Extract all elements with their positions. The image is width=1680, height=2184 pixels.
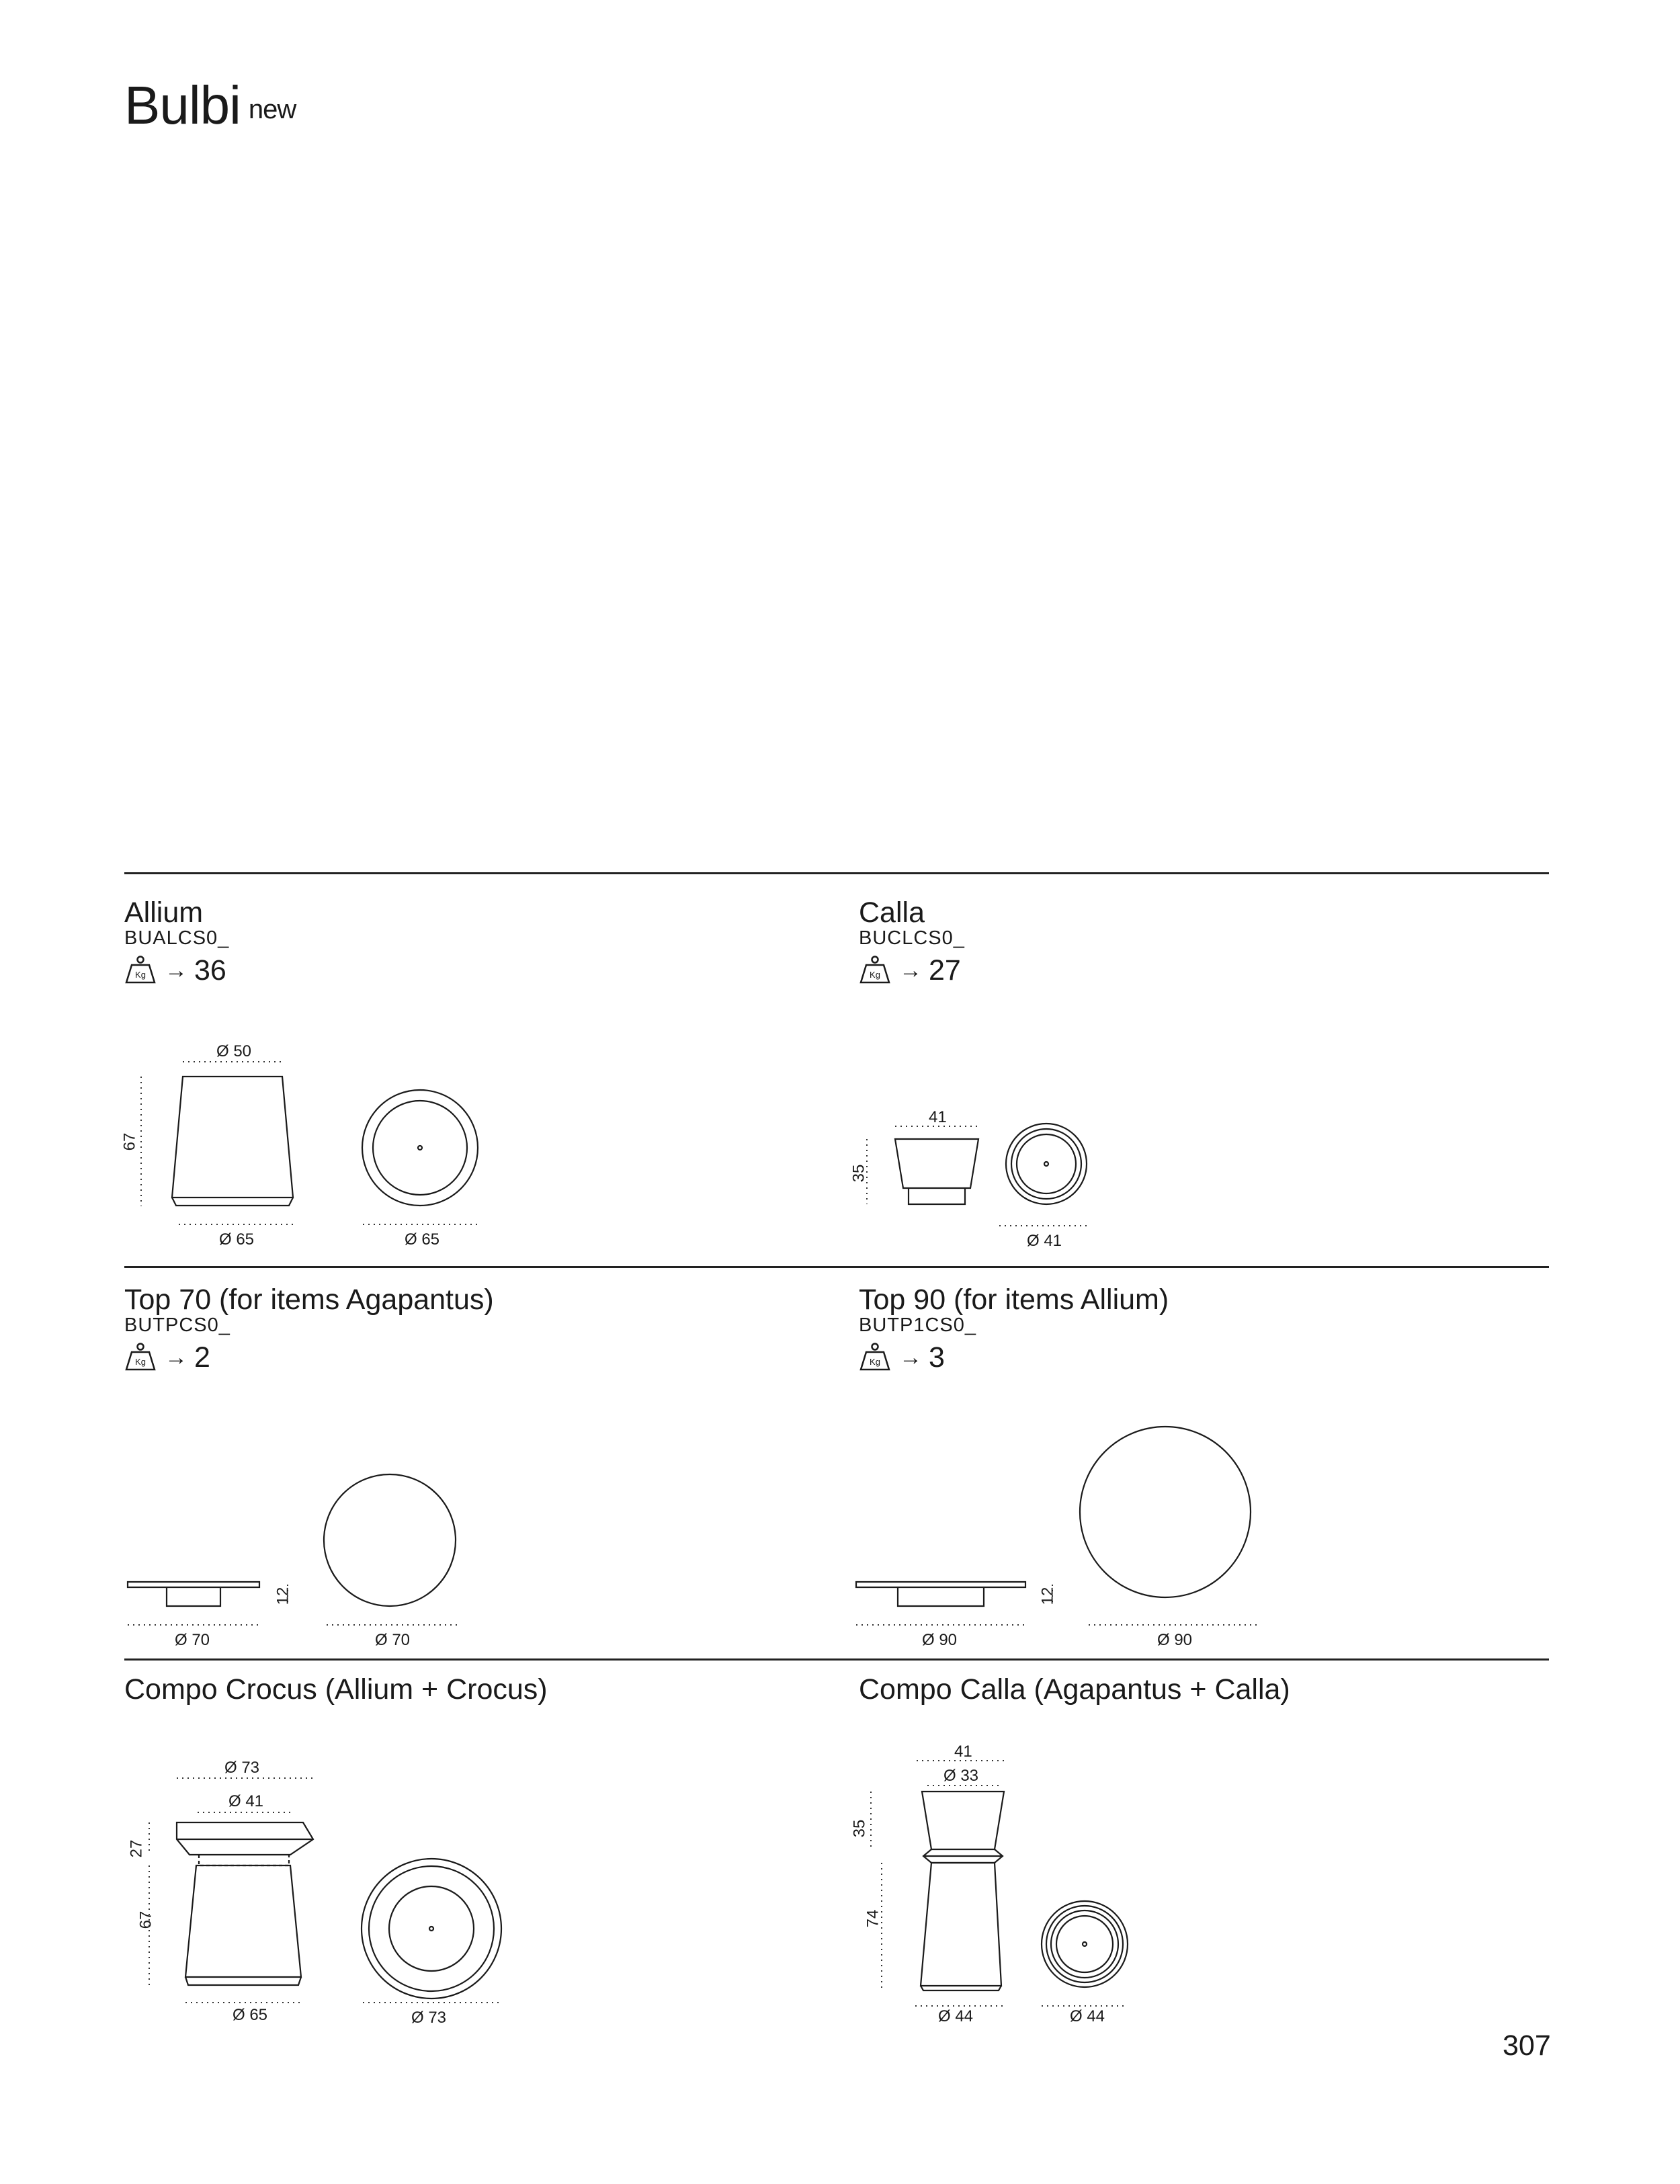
- svg-text:Kg: Kg: [135, 970, 146, 980]
- dim-allium-base-diameter: Ø 65: [219, 1230, 255, 1249]
- product-name-allium: Allium: [124, 896, 204, 929]
- product-name-compo-crocus: Compo Crocus (Allium + Crocus): [124, 1673, 548, 1706]
- dim-calla-plan-diameter: Ø 41: [1027, 1232, 1062, 1250]
- dim-allium-top-diameter: Ø 50: [216, 1042, 252, 1060]
- svg-text:Kg: Kg: [870, 1357, 880, 1367]
- dim-compo-calla-inner-diameter: Ø 33: [943, 1767, 979, 1785]
- allium-plan-view: [362, 1090, 478, 1206]
- page-number: 307: [1503, 2029, 1551, 2062]
- product-code-allium: BUALCS0_: [124, 927, 230, 949]
- weight-value: 27: [929, 954, 961, 986]
- dim-compo-crocus-top-height: 27: [127, 1839, 146, 1858]
- dim-top-90-side-diameter: Ø 90: [922, 1631, 958, 1649]
- top-70-plan-view: [324, 1474, 456, 1606]
- dim-compo-crocus-bottom-height: 67: [136, 1910, 155, 1929]
- new-tag: new: [248, 95, 296, 124]
- product-name-top-90: Top 90 (for items Allium): [859, 1284, 1169, 1316]
- dim-compo-crocus-plan-diameter: Ø 73: [411, 2009, 447, 2027]
- product-name-compo-calla: Compo Calla (Agapantus + Calla): [859, 1673, 1290, 1706]
- dim-top-70-plan-diameter: Ø 70: [375, 1631, 411, 1649]
- dim-top-90-height: 12: [1038, 1587, 1057, 1605]
- dim-top-90-plan-diameter: Ø 90: [1157, 1631, 1193, 1649]
- dim-compo-calla-top-height: 35: [850, 1819, 869, 1838]
- dim-compo-crocus-top-diameter: Ø 73: [224, 1759, 260, 1777]
- dim-allium-height: 67: [120, 1132, 139, 1151]
- dim-allium-plan-diameter: Ø 65: [405, 1230, 440, 1249]
- product-name-top-70: Top 70 (for items Agapantus): [124, 1284, 494, 1316]
- top-70-side-view: [128, 1582, 259, 1606]
- dim-top-70-side-diameter: Ø 70: [175, 1631, 210, 1649]
- dim-compo-calla-outer-width: 41: [954, 1742, 972, 1761]
- dim-compo-calla-base-diameter: Ø 44: [938, 2007, 974, 2025]
- compo-crocus-side-view: [177, 1822, 313, 1985]
- weight-arrow: →: [165, 958, 187, 983]
- top-90-plan-view: [1080, 1427, 1251, 1597]
- top-90-side-view: [856, 1582, 1025, 1606]
- compo-crocus-plan-view: [362, 1859, 501, 1999]
- dim-compo-crocus-inner-diameter: Ø 41: [228, 1792, 264, 1810]
- dim-compo-calla-plan-diameter: Ø 44: [1070, 2007, 1105, 2025]
- compo-calla-plan-view: [1042, 1901, 1128, 1987]
- allium-side-view: [172, 1077, 293, 1206]
- svg-text:Kg: Kg: [135, 1357, 146, 1367]
- weight-arrow: →: [899, 958, 922, 983]
- dim-calla-height: 35: [849, 1164, 868, 1183]
- weight-arrow: →: [899, 1345, 922, 1370]
- weight-value: 3: [929, 1341, 945, 1374]
- dim-top-70-height: 12: [274, 1587, 292, 1605]
- weight-value: 36: [194, 954, 226, 986]
- product-name-calla: Calla: [859, 896, 925, 929]
- product-code-calla: BUCLCS0_: [859, 927, 965, 949]
- svg-text:Kg: Kg: [870, 970, 880, 980]
- product-code-top-70: BUTPCS0_: [124, 1314, 230, 1336]
- calla-side-view: [895, 1139, 978, 1204]
- dimension-lines: [128, 1062, 1261, 2006]
- calla-plan-view: [1006, 1124, 1087, 1204]
- dim-compo-crocus-base-diameter: Ø 65: [233, 2006, 268, 2024]
- page-title-text: Bulbi: [124, 75, 241, 135]
- weight-arrow: →: [165, 1345, 187, 1370]
- dim-compo-calla-bottom-height: 74: [864, 1909, 882, 1928]
- dim-calla-width: 41: [929, 1108, 947, 1126]
- product-code-top-90: BUTP1CS0_: [859, 1314, 977, 1336]
- weight-value: 2: [194, 1341, 210, 1374]
- compo-calla-side-view: [921, 1792, 1004, 1990]
